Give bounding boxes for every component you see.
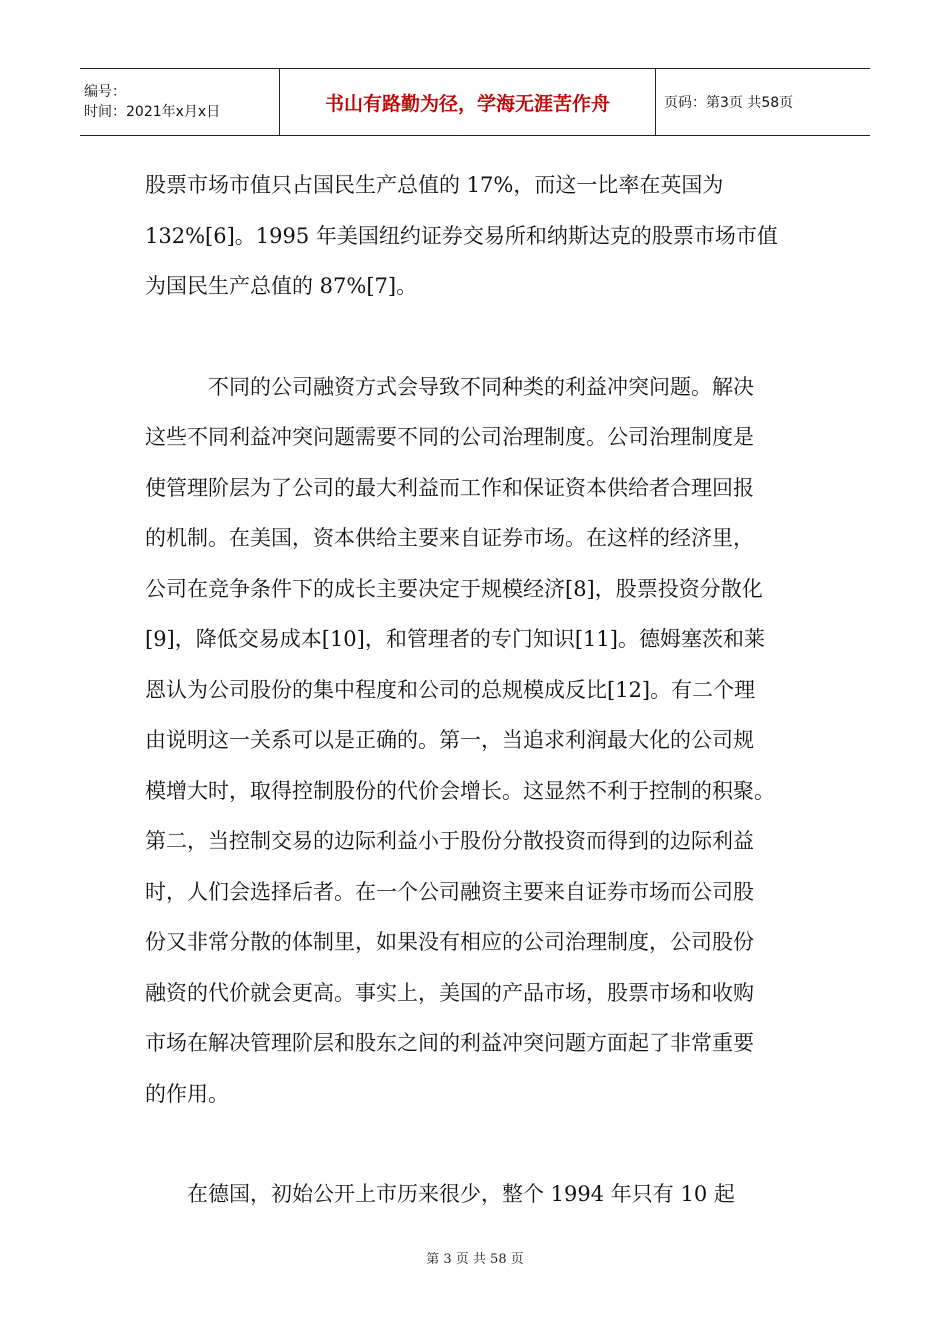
text-line: 时，人们会选择后者。在一个公司融资主要来自证券市场而公司股 <box>145 879 754 904</box>
page-footer <box>0 1248 950 1267</box>
text-line: 第二，当控制交易的边际利益小于股份分散投资而得到的边际利益 <box>145 829 754 853</box>
footer-page-number: 第 3 页 共 58 页 <box>426 1252 524 1267</box>
text-line: 这些不同利益冲突问题需要不同的公司治理制度。公司治理制度是 <box>145 425 754 449</box>
paragraph-gap <box>145 1119 825 1169</box>
page-info: 页码：第3页 共58页 <box>664 95 794 111</box>
motto-text: 书山有路勤为径，学海无涯苦作舟 <box>324 92 610 115</box>
text-line: 股票市场市值只占国民生产总值的 17%，而这一比率在英国为 <box>145 173 724 197</box>
header-motto-cell <box>280 69 656 135</box>
text-line: 由说明这一关系可以是正确的。第一，当追求利润最大化的公司规 <box>145 728 754 752</box>
date-label: 时间：2021年x月x日 <box>84 104 221 120</box>
text-line: 模增大时，取得控制股份的代价会增长。这显然不利于控制的积聚。 <box>145 778 775 803</box>
text-line: 为国民生产总值的 87%[7]。 <box>145 274 418 298</box>
text-line: 的机制。在美国，资本供给主要来自证券市场。在这样的经济里， <box>145 526 754 550</box>
document-body <box>145 160 825 1220</box>
text-line: 公司在竞争条件下的成长主要决定于规模经济[8]，股票投资分散化 <box>145 576 763 601</box>
text-line: 不同的公司融资方式会导致不同种类的利益冲突问题。解决 <box>145 374 754 399</box>
number-label: 编号： <box>84 84 126 100</box>
header-table <box>80 68 870 136</box>
paragraph-gap <box>145 312 825 362</box>
text-line: 的作用。 <box>145 1081 229 1106</box>
text-line: 在德国，初始公开上市历来很少，整个 1994 年只有 10 起 <box>145 1182 735 1206</box>
paragraph-3 <box>145 1169 825 1220</box>
text-line: [9]，降低交易成本[10]，和管理者的专门知识[11]。德姆塞茨和莱 <box>145 627 765 651</box>
text-line: 恩认为公司股份的集中程度和公司的总规模成反比[12]。有二个理 <box>145 677 756 702</box>
text-line: 份又非常分散的体制里，如果没有相应的公司治理制度，公司股份 <box>145 930 754 954</box>
text-line: 使管理阶层为了公司的最大利益而工作和保证资本供给者合理回报 <box>145 475 754 500</box>
text-line: 融资的代价就会更高。事实上，美国的产品市场，股票市场和收购 <box>145 980 754 1005</box>
text-line: 132%[6]。1995 年美国纽约证券交易所和纳斯达克的股票市场市值 <box>145 223 778 248</box>
paragraph-2 <box>145 362 825 1120</box>
text-line: 市场在解决管理阶层和股东之间的利益冲突问题方面起了非常重要 <box>145 1031 754 1055</box>
header-left-cell <box>80 69 280 135</box>
paragraph-1 <box>145 160 825 312</box>
header-page-cell <box>656 69 870 135</box>
